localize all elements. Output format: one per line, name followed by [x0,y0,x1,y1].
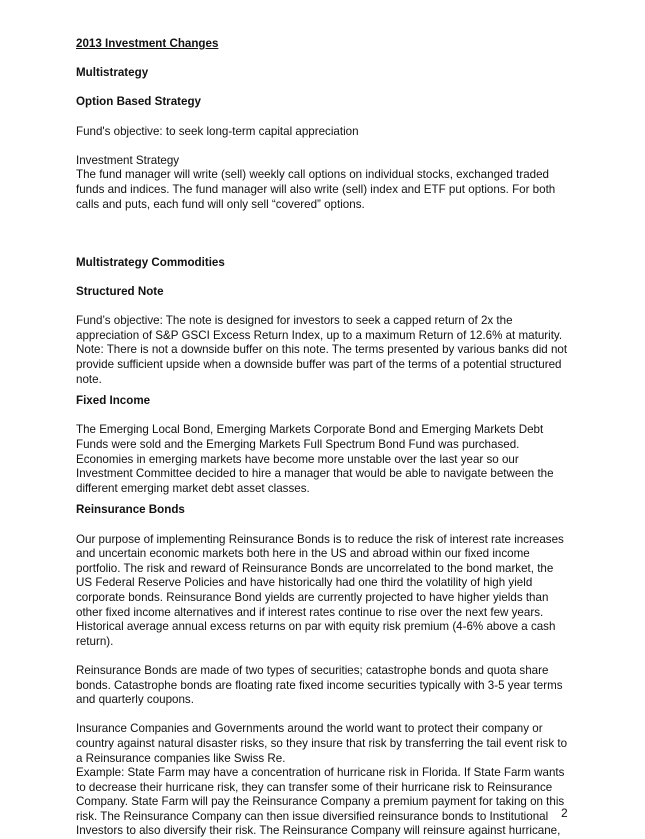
investment-strategy-label: Investment Strategy [76,153,180,167]
document-body [76,37,576,839]
heading-option-based-strategy: Option Based Strategy [76,95,201,109]
reinsurance-para2-line: and quarterly coupons. [76,693,194,707]
option-strategy-line: funds and indices. The fund manager will also write (sell) index and ETF put options. For both [76,182,556,196]
heading-reinsurance-bonds: Reinsurance Bonds [76,503,185,517]
reinsurance-para2-line: bonds. Catastrophe bonds are floating rate fixed income securities typically with 3-5 year terms [76,678,563,692]
reinsurance-para1-line: Historical average annual excess returns on par with equity risk premium (4-6% above a cash [76,620,556,634]
structured-note-line: note. [76,372,102,386]
option-strategy-line: calls and puts, each fund will only sell “covered” options. [76,197,365,211]
heading-multistrategy: Multistrategy [76,66,149,80]
reinsurance-para3-line: Investors to also diversify their risk. The Reinsurance Company will reinsure against hurricane, [76,824,561,838]
structured-note-line: Note: There is not a downside buffer on this note. The terms presented by various banks did not [76,343,568,357]
reinsurance-para3-line: a Reinsurance companies like Swiss Re. [76,751,286,765]
fixed-income-line: Economies in emerging markets have become more unstable over the last year so our [76,452,519,466]
structured-note-line: provide sufficient upside when a downside buffer was part of the terms of a potential structured [76,358,562,372]
fixed-income-line: The Emerging Local Bond, Emerging Markets Corporate Bond and Emerging Markets Debt [76,423,544,437]
reinsurance-para3-line: country against natural disaster risks, so they insure that risk by transferring the tail event risk to [76,736,568,750]
heading-structured-note: Structured Note [76,285,164,299]
reinsurance-para2-line: Reinsurance Bonds are made of two types of securities; catastrophe bonds and quota share [76,663,549,677]
reinsurance-para1-line: other fixed income alternatives and if interest rates continue to rise over the next few years. [76,605,544,619]
reinsurance-para1-line: corporate bonds. Reinsurance Bond yields are currently projected to have higher yields than [76,590,549,604]
reinsurance-para1-line: Our purpose of implementing Reinsurance Bonds is to reduce the risk of interest rate increases [76,532,564,546]
structured-note-line: Fund’s objective: The note is designed for investors to seek a capped return of 2x the [76,314,513,328]
page-number: 2 [561,806,568,820]
reinsurance-para1-line: US Federal Reserve Policies and have historically had one third the volatility of high yield [76,576,533,590]
heading-fixed-income: Fixed Income [76,394,151,408]
reinsurance-para3-line: Example: State Farm may have a concentration of hurricane risk in Florida. If State Farm wants [76,766,565,780]
document-title: 2013 Investment Changes [76,37,219,50]
fixed-income-line: different emerging market debt asset classes. [76,481,310,495]
reinsurance-para3-line: risk. The Reinsurance Company can then issue diversified reinsurance bonds to Institutional [76,809,549,823]
reinsurance-para1-line: and uncertain economic markets both here in the US and abroad within our fixed income [76,547,530,561]
option-strategy-line: The fund manager will write (sell) weekly call options on individual stocks, exchanged traded [76,168,550,182]
reinsurance-para3-line: Insurance Companies and Governments around the world want to protect their company or [76,722,543,736]
option-objective: Fund's objective: to seek long-term capital appreciation [76,124,359,138]
reinsurance-para1-line: return). [76,634,114,648]
fixed-income-line: Funds were sold and the Emerging Markets Full Spectrum Bond Fund was purchased. [76,438,520,452]
fixed-income-line: Investment Committee decided to hire a manager that would be able to navigate between the [76,467,554,481]
heading-multistrategy-commodities: Multistrategy Commodities [76,255,225,269]
structured-note-line: appreciation of S&P GSCI Excess Return Index, up to a maximum Return of 12.6% at maturity. [76,328,563,342]
reinsurance-para3-line: Company. State Farm will pay the Reinsurance Company a premium payment for taking on this [76,795,565,809]
reinsurance-para1-line: portfolio. The risk and reward of Reinsurance Bonds are uncorrelated to the bond market, the [76,561,554,575]
reinsurance-para3-line: to decrease their hurricane risk, they can transfer some of their hurricane risk to Reinsurance [76,780,553,794]
